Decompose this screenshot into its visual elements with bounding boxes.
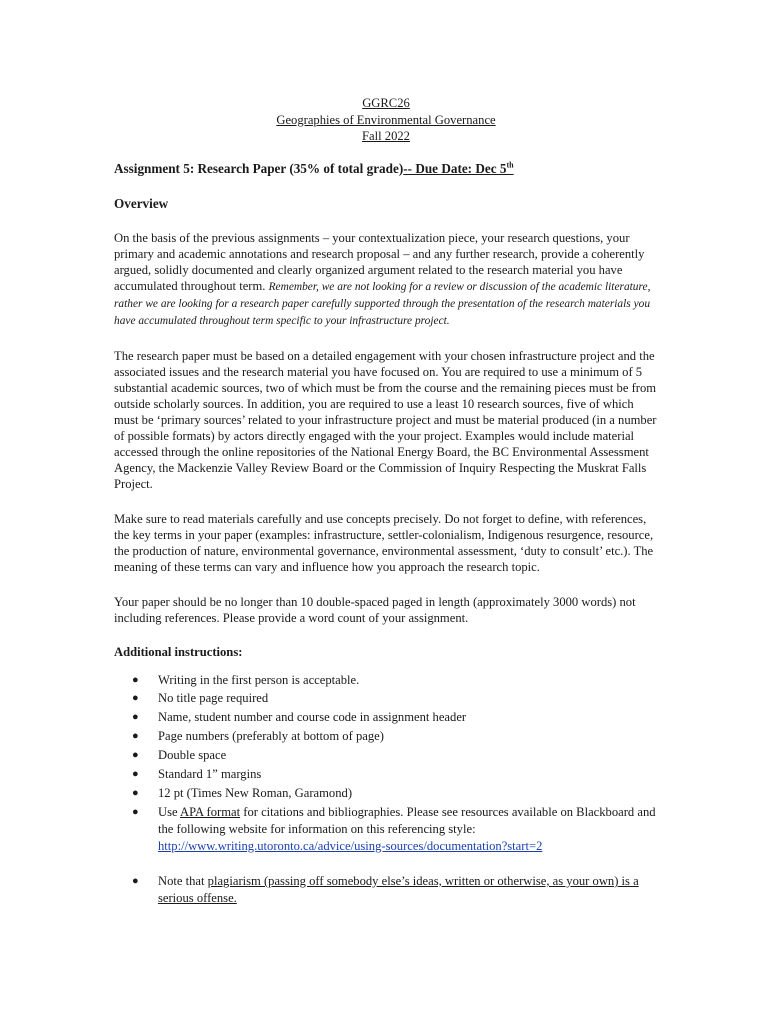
course-term: Fall 2022 [362, 129, 410, 143]
list-item [114, 873, 658, 906]
due-date [403, 161, 513, 176]
list-item [114, 747, 658, 764]
list-item [114, 709, 658, 726]
additional-instructions-heading: Additional instructions: [114, 644, 243, 659]
paragraph-2: The research paper must be based on a detailed engagement with your chosen infrastructure project and the associated issues and the research material you have focused on. You are required to use a minimum of 5 substantial academic sources, two of which must be from the course and the remaining pieces must be from outside scholarly sources. In addition, you are required to use a least 10 research sources, five of which must be ‘primary sources’ related to your infrastructure project and must be material produced (in a number of possible formats) by actors directly engaged with the your project. Examples would include material accessed through the online repositories of the National Energy Board, the BC Environmental Assessment Agency, the Mackenzie Valley Review Board or the Commission of Inquiry Respecting the Muskrat Falls Project. [114, 348, 657, 491]
apa-format-link[interactable]: APA format [180, 805, 241, 820]
list-item-text: 12 pt (Times New Roman, Garamond) [158, 786, 353, 801]
bullet-icon: ● [132, 768, 139, 781]
list-item-text: Standard 1” margins [158, 767, 262, 782]
plagiarism-notice: plagiarism (passing off somebody else’s ideas, written or otherwise, as your own) is a serious offense. [158, 873, 639, 905]
utoronto-writing-link[interactable]: http://www.writing.utoronto.ca/advice/using-sources/documentation?start=2 [158, 838, 543, 853]
course-header [114, 95, 658, 145]
list-item-text: for citations and bibliographies. Please see resources available on Blackboard and the following website for information on this referencing style: [158, 805, 656, 836]
due-date-superscript: th [506, 160, 514, 170]
assignment-title-text: Assignment 5: Research Paper (35% of total grade) [114, 160, 404, 176]
bullet-icon: ● [132, 787, 139, 800]
list-item [114, 766, 658, 783]
list-item [114, 672, 658, 689]
list-item [114, 785, 658, 802]
paragraph-4: Your paper should be no longer than 10 double-spaced paged in length (approximately 3000 words) not including references. Please provide a word count of your assignment. [114, 594, 636, 625]
list-item [114, 804, 658, 854]
list-item [114, 728, 658, 745]
list-item-text: Use [158, 805, 181, 820]
instructions-list [114, 672, 658, 907]
bullet-icon: ● [132, 673, 139, 686]
list-item-text: Note that [158, 873, 208, 888]
list-item [114, 690, 658, 707]
list-item-text: No title page required [158, 691, 269, 706]
list-spacer [114, 857, 658, 871]
bullet-icon: ● [132, 711, 139, 724]
list-item-text: Page numbers (preferably at bottom of page) [158, 729, 384, 744]
bullet-icon: ● [132, 692, 139, 705]
bullet-icon: ● [132, 874, 139, 887]
due-date-text: -- Due Date: Dec 5 [403, 160, 507, 176]
list-item-text: Name, student number and course code in assignment header [158, 710, 467, 725]
overview-heading: Overview [114, 195, 169, 211]
bullet-icon: ● [132, 749, 139, 762]
bullet-icon: ● [132, 806, 139, 819]
assignment-title [114, 161, 658, 177]
paragraph-1 [114, 230, 658, 329]
paragraph-1-text: On the basis of the previous assignments – your contextualization piece, your research questions, your primary and academic annotations and research proposal – and any further research, provide a coherently argued, solidly documented and clearly organized argument related to the research material you have accumulated throughout term. [114, 230, 645, 293]
paragraph-3: Make sure to read materials carefully and use concepts precisely. Do not forget to define, with references, the key terms in your paper (examples: infrastructure, settler-colonialism, Indigenous resurgence, resource, the production of nature, environmental governance, environmental assessment, ‘duty to consult’ etc.). The meaning of these terms can vary and influence how you approach the research topic. [114, 511, 654, 574]
paragraph-1-italic: Remember, we are not looking for a review or discussion of the academic literature, rather we are looking for a research paper carefully supported through the presentation of the research materials you have accumulated throughout term specific to your infrastructure project. [114, 280, 651, 327]
list-item-text: Double space [158, 748, 227, 763]
list-item-text: Writing in the first person is acceptable. [158, 672, 360, 687]
course-name: Geographies of Environmental Governance [276, 112, 496, 127]
course-code: GGRC26 [362, 96, 410, 110]
bullet-icon: ● [132, 730, 139, 743]
